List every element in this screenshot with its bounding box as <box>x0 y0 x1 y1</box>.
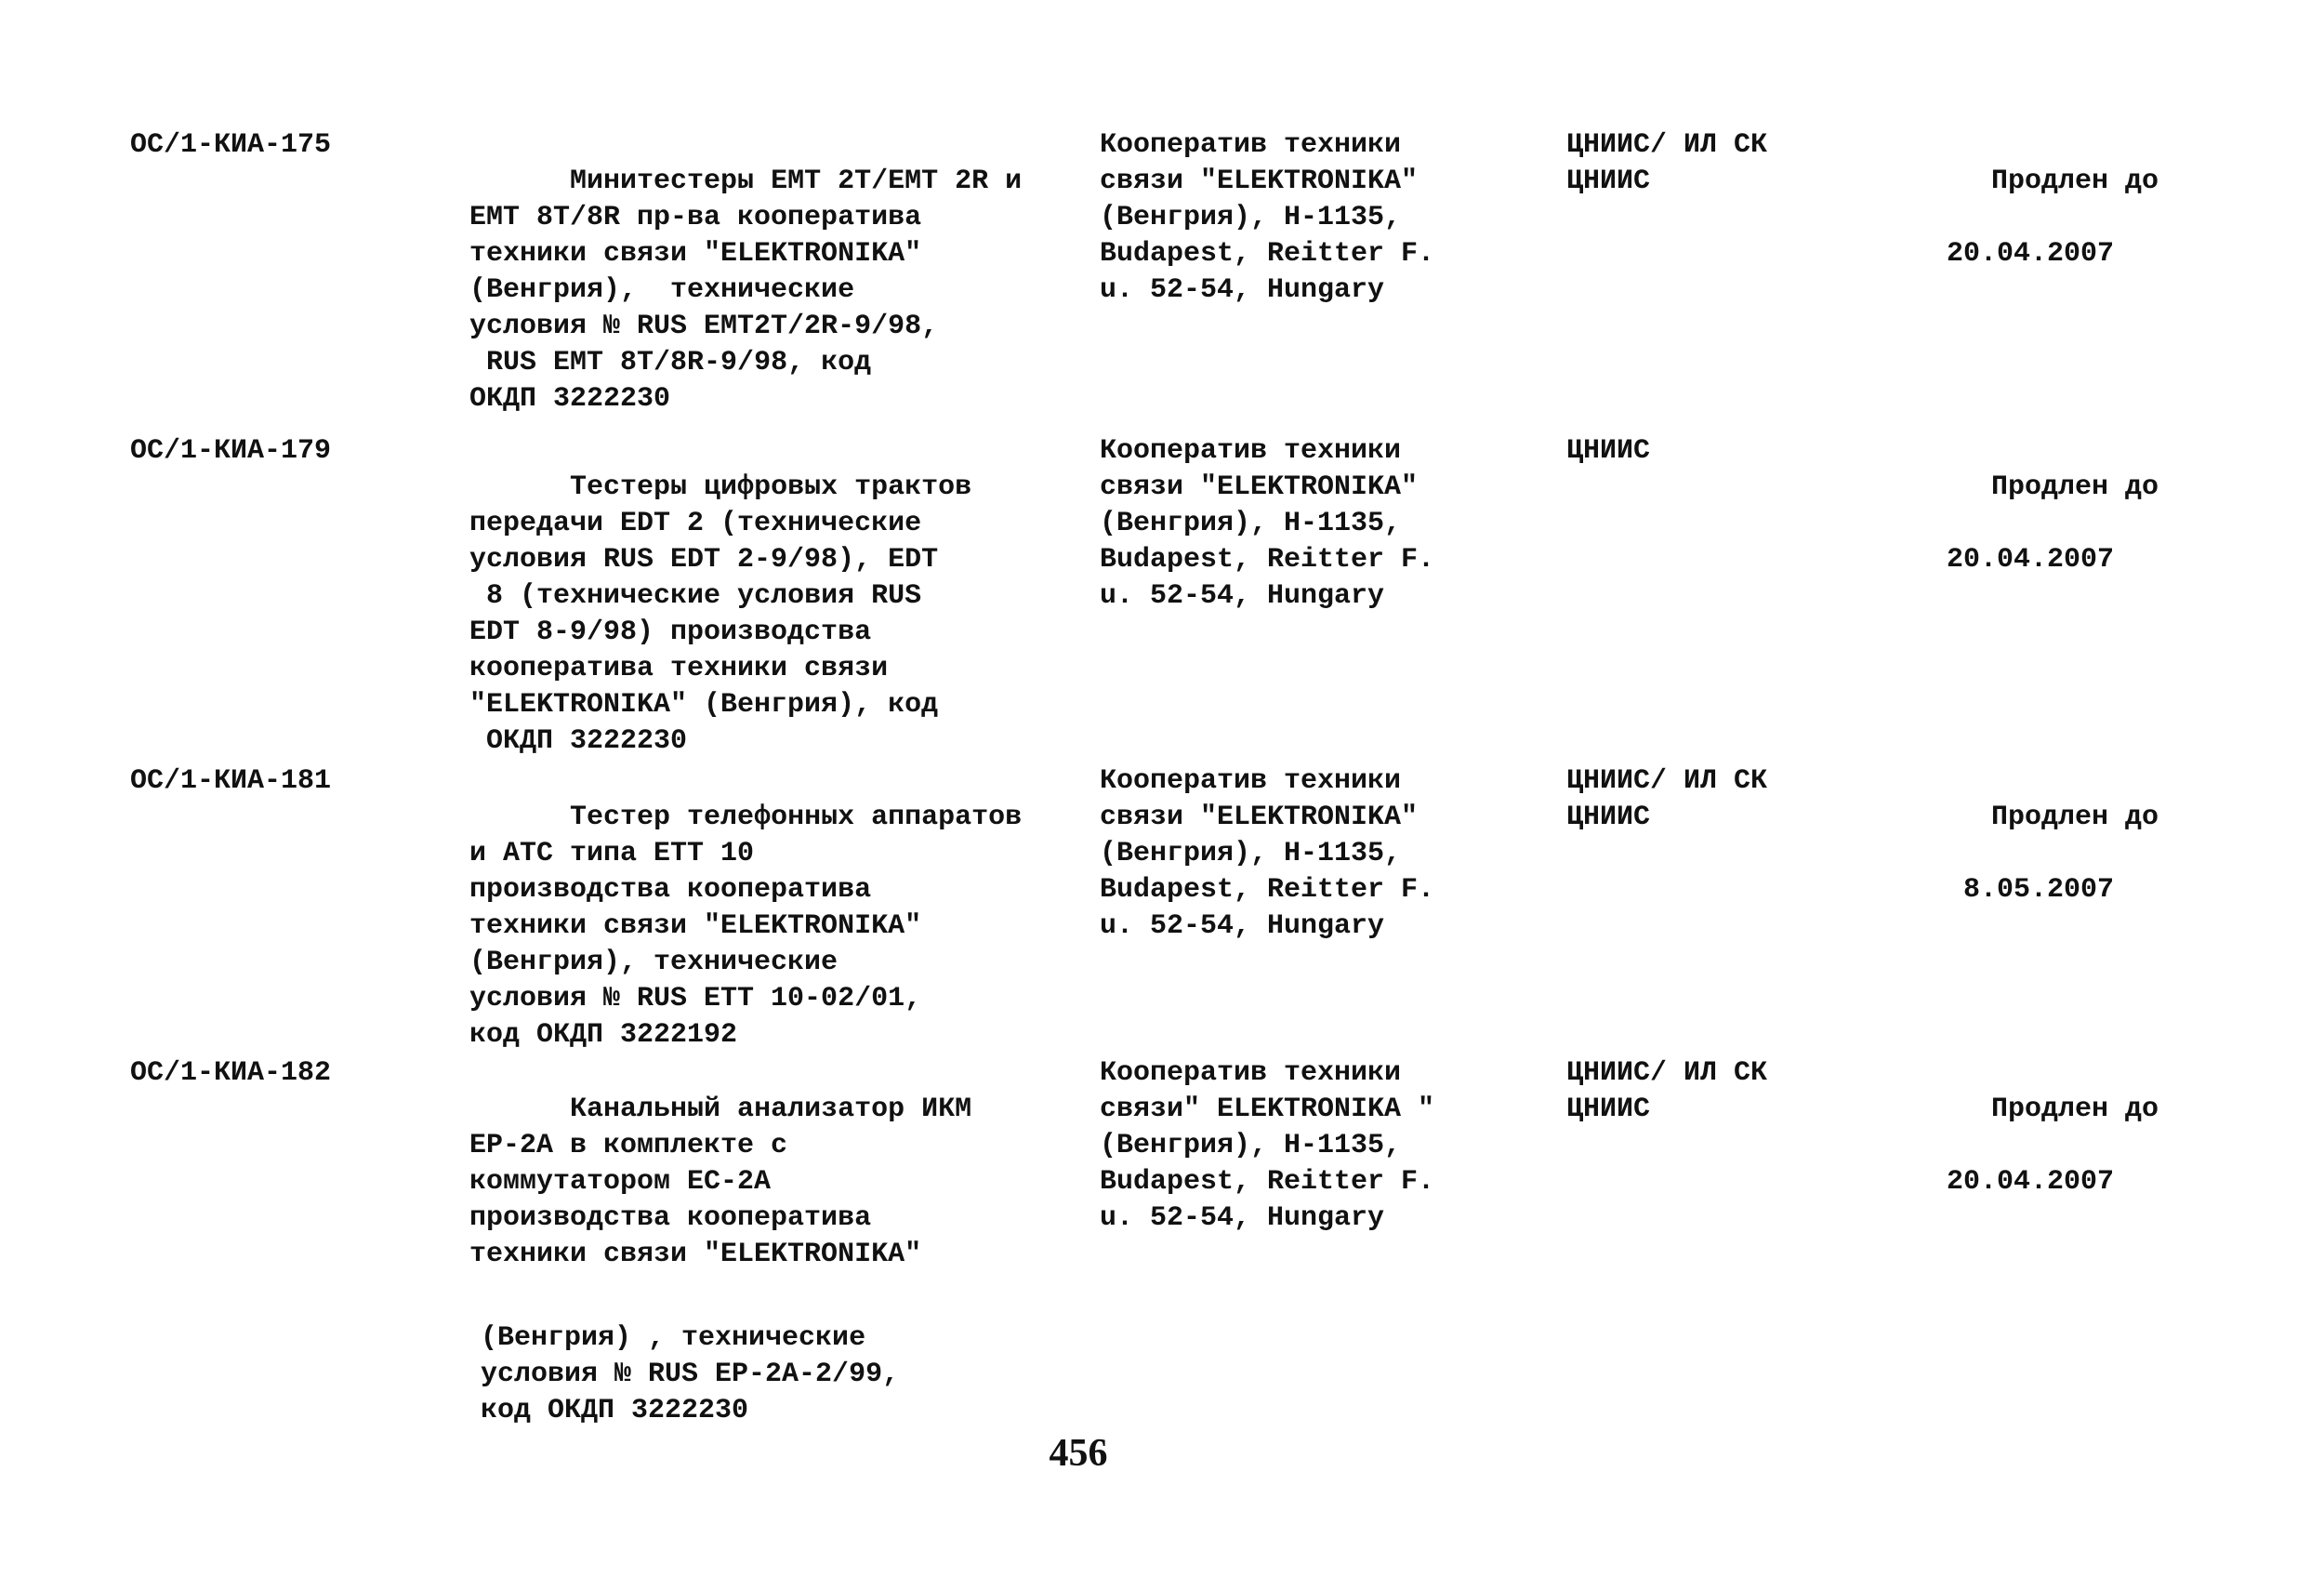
status-date: 8.05.2007 <box>1962 874 2114 906</box>
certificate-number: ОС/1-КИА-179 <box>130 435 332 467</box>
validity-status <box>1891 433 2179 651</box>
status-date: 20.04.2007 <box>1946 1166 2114 1198</box>
status-label: Продлен до <box>1991 802 2159 833</box>
certifying-organization: ЦНИИС/ ИЛ СК ЦНИИС <box>1566 1057 1768 1125</box>
manufacturer-address: Кооператив техники связи" ELEKTRONIKA " (Венгрия), H-1135, Budapest, Reitter F. u. 52-54, Hungary <box>1100 1057 1435 1234</box>
manufacturer-address: Кооператив техники связи "ELEKTRONIKA" (Венгрия), H-1135, Budapest, Reitter F. u. 52-54, Hungary <box>1100 765 1435 942</box>
page-number: 456 <box>1049 1432 1108 1475</box>
product-description-text: Тестер телефонных аппаратов и АТС типа ETT 10 производства кооператива техники связи "ELEKTRONIKA" (Венгрия), технические условия № RUS ETT 10-02/01, код ОКДП 3222192 <box>469 802 1023 1051</box>
status-label: Продлен до <box>1991 471 2159 503</box>
product-description-text: Канальный анализатор ИКМ EP-2A в комплекте с коммутатором EC-2A производства кооператива техники связи "ELEKTRONIKA" <box>469 1094 972 1270</box>
certifying-organization: ЦНИИС/ ИЛ СК ЦНИИС <box>1566 765 1768 833</box>
product-description <box>469 433 1064 796</box>
manufacturer-address: Кооператив техники связи "ELEKTRONIKA" (Венгрия), H-1135, Budapest, Reitter F. u. 52-54, Hungary <box>1100 435 1435 612</box>
validity-status <box>1891 1055 2179 1273</box>
status-date: 20.04.2007 <box>1946 238 2114 270</box>
product-description-text: Минитестеры EMT 2T/EMT 2R и EMT 8T/8R пр-ва кооператива техники связи "ELEKTRONIKA" (Венгрия), технические условия № RUS EMT2T/2R-9/98, RUS EMT 8T/8R-9/98, код ОКДП 3222230 <box>469 166 1023 415</box>
certificate-number: ОС/1-КИА-175 <box>130 129 332 161</box>
product-description-continuation: (Венгрия) , технические условия № RUS EP-2A-2/99, код ОКДП 3222230 <box>481 1322 900 1426</box>
status-date: 20.04.2007 <box>1946 544 2114 576</box>
certificate-number: ОС/1-КИА-181 <box>130 765 332 797</box>
certificate-number: ОС/1-КИА-182 <box>130 1057 332 1089</box>
validity-status <box>1891 127 2179 345</box>
product-description <box>469 127 1064 454</box>
certifying-organization: ЦНИИС/ ИЛ СК ЦНИИС <box>1566 129 1768 197</box>
status-label: Продлен до <box>1991 166 2159 197</box>
manufacturer-address: Кооператив техники связи "ELEKTRONIKA" (Венгрия), H-1135, Budapest, Reitter F. u. 52-54, Hungary <box>1100 129 1435 306</box>
product-description-text: Тестеры цифровых трактов передачи EDT 2 (технические условия RUS EDT 2-9/98), EDT 8 (технические условия RUS EDT 8-9/98) производства кооператива техники связи "ELEKTRONIKA" (Венгрия), код ОКДП 3222230 <box>469 471 972 757</box>
product-description <box>469 1055 1064 1502</box>
certifying-organization: ЦНИИС <box>1566 435 1651 467</box>
product-description <box>469 763 1064 1090</box>
validity-status <box>1891 763 2179 981</box>
status-label: Продлен до <box>1991 1094 2159 1125</box>
